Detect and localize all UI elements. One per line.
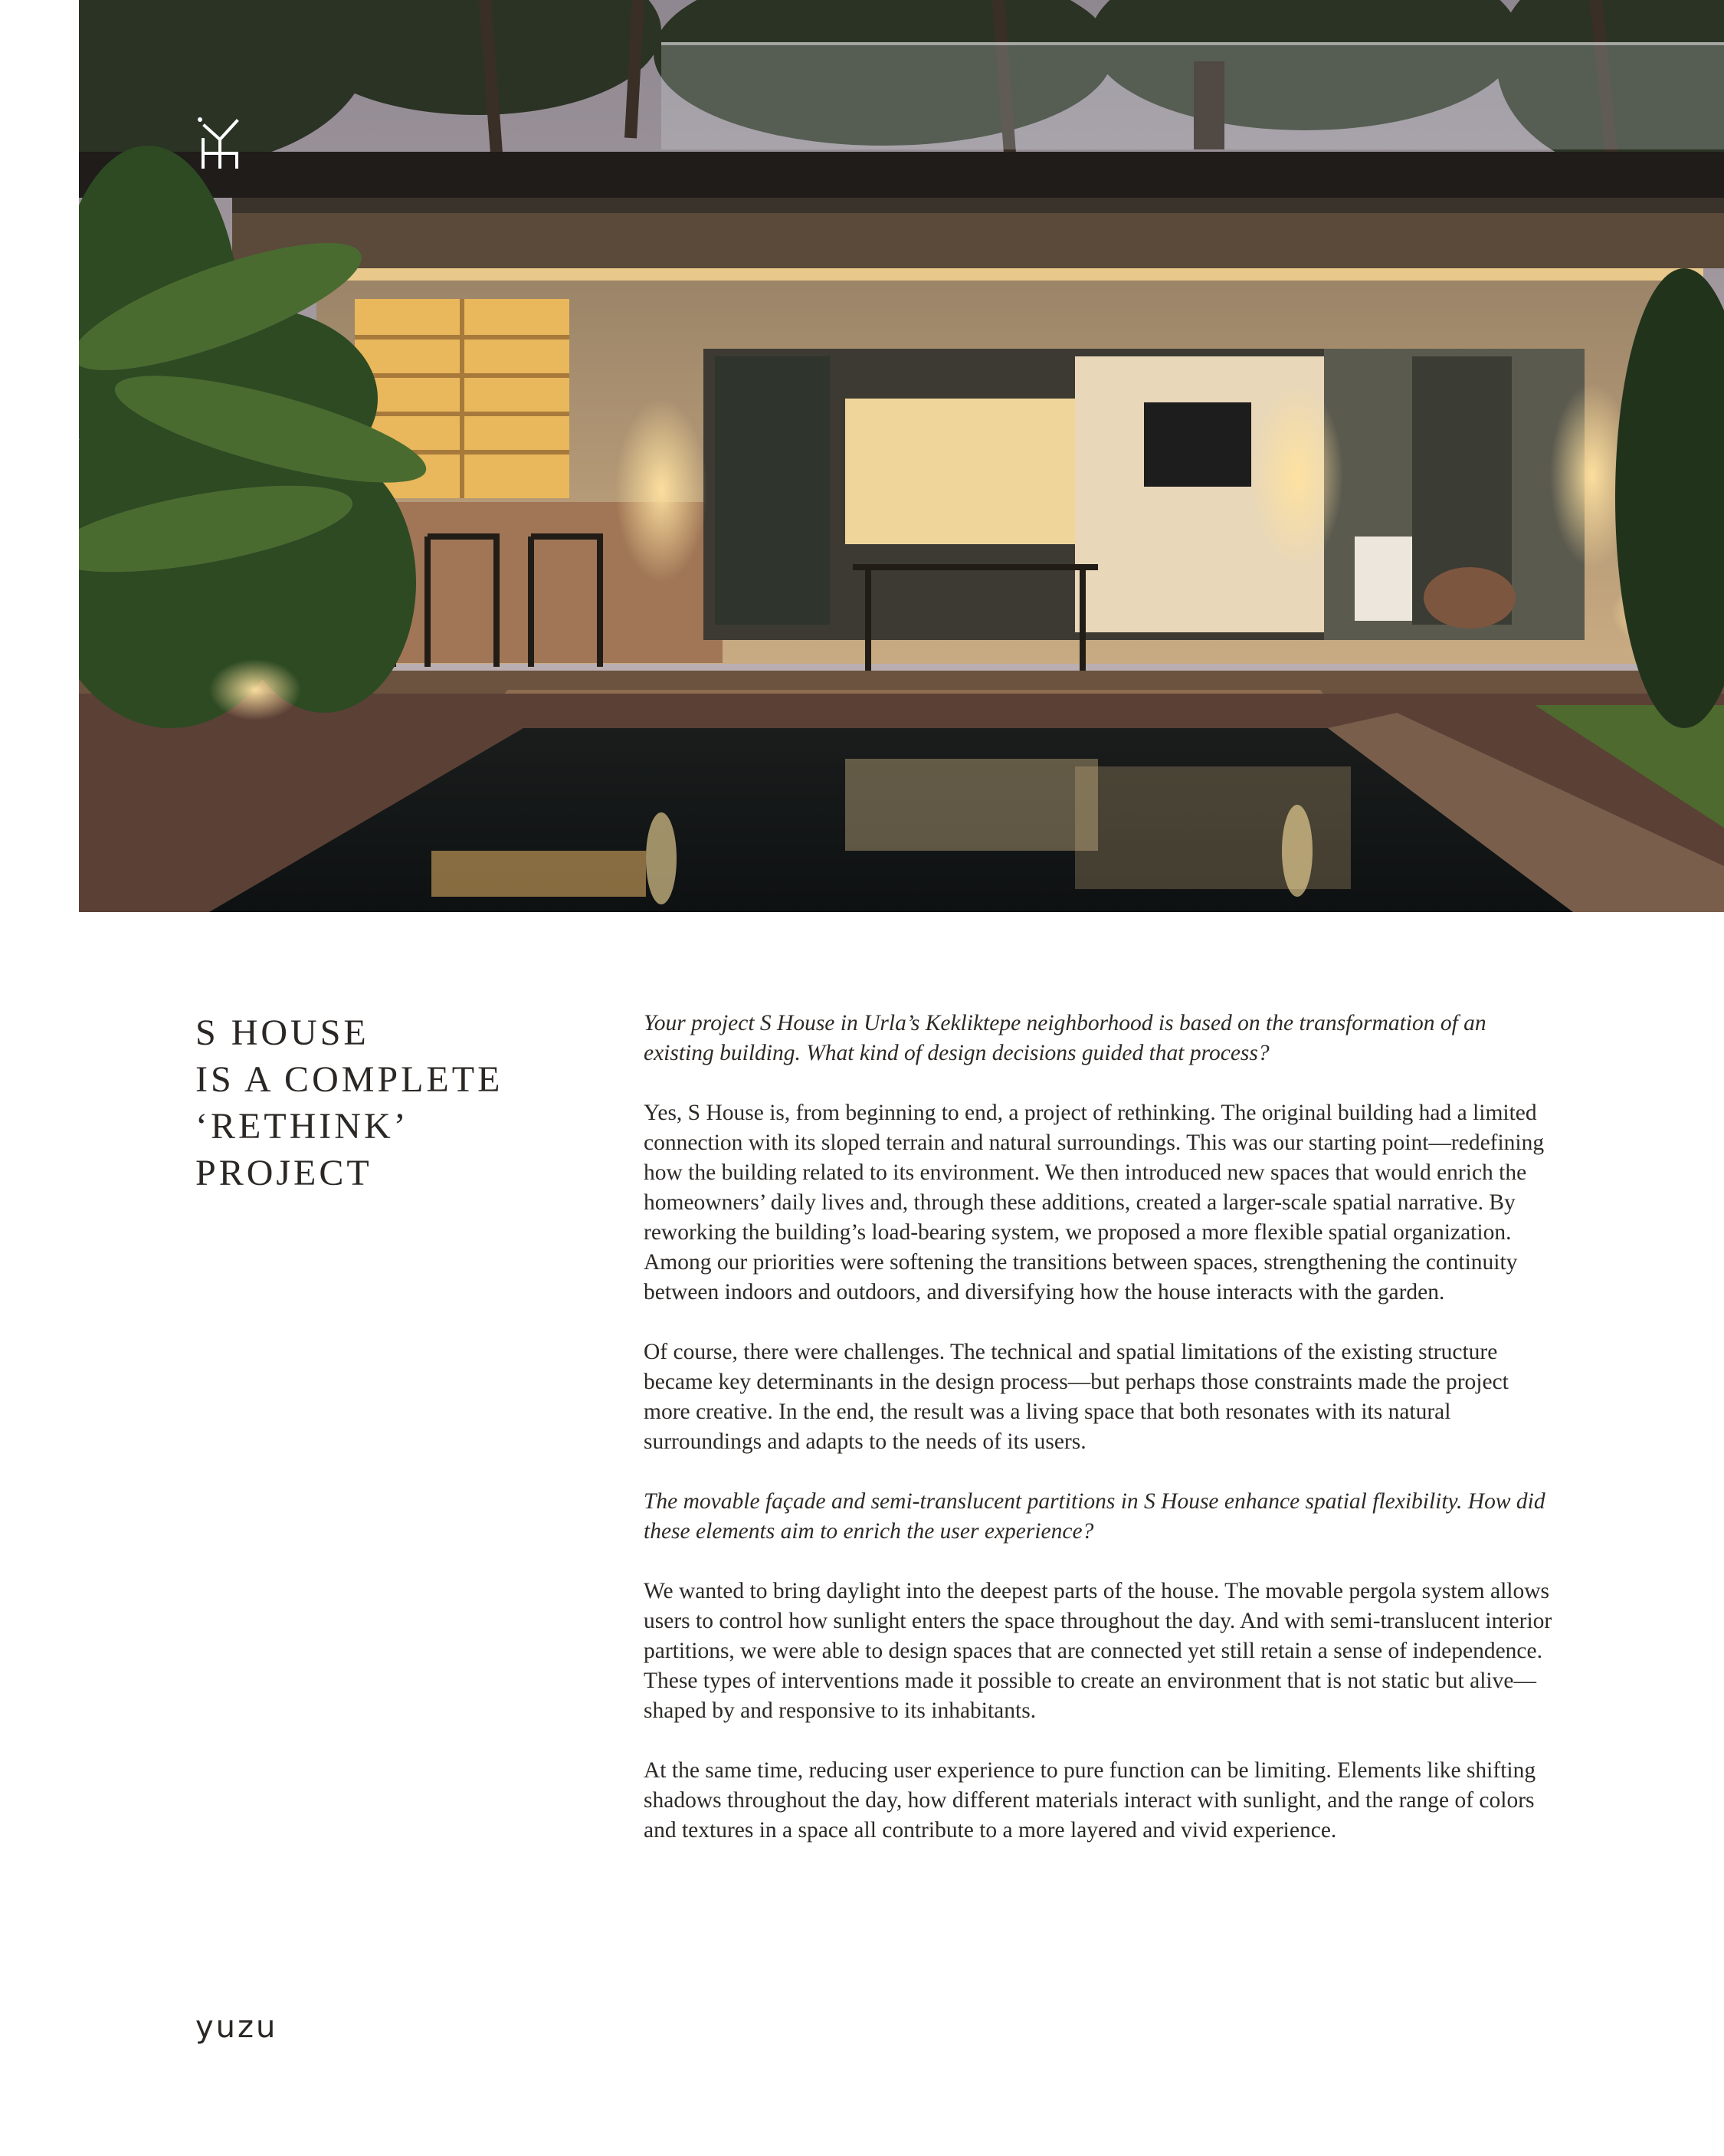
interview-question: The movable façade and semi-translucent partitions in S House enhance spatial flexibility. How did these elements aim to enrich the user experience? (644, 1489, 1545, 1544)
headline-line: S HOUSE (195, 1012, 369, 1053)
brand-mark-icon (195, 116, 244, 169)
headline-line: IS A COMPLETE (195, 1059, 503, 1100)
hero-photo (79, 0, 1724, 912)
interview-answer: We wanted to bring daylight into the deepest parts of the house. The movable pergola system allows users to control how sunlight enters the space throughout the day. And with semi-translucent interior partitions, we were able to design spaces that are connected yet still retain a sense of independence. These types of interventions made it possible to create an environment that is not static but alive—shaped by and responsive to its inhabitants. (644, 1579, 1552, 1723)
headline-line: PROJECT (195, 1153, 372, 1193)
article-body (644, 1009, 1555, 1875)
headline (195, 1009, 548, 1196)
interview-answer: Of course, there were challenges. The technical and spatial limitations of the existing structure became key determinants in the design process—but perhaps those constraints made the project more creative. In the end, the result was a living space that both resonates with its natural surroundings and adapts to the needs of its users. (644, 1340, 1509, 1454)
headline-line: ‘RETHINK’ (195, 1106, 409, 1147)
footer-logo: yuzu (195, 2010, 278, 2045)
interview-question: Your project S House in Urla’s Kekliktepe neighborhood is based on the transformation of an existing building. What kind of design decisions guided that process? (644, 1011, 1486, 1065)
interview-answer: Yes, S House is, from beginning to end, a project of rethinking. The original building had a limited connection with its sloped terrain and natural surroundings. This was our starting point—redefining how the building related to its environment. We then introduced new spaces that would enrich the homeowners’ daily lives and, through these additions, created a larger-scale spatial narrative. By reworking the building’s load-bearing system, we proposed a more flexible spatial organization. Among our priorities were softening the transitions between spaces, strengthening the continuity between indoors and outdoors, and diversifying how the house interacts with the garden. (644, 1101, 1545, 1304)
interview-answer: At the same time, reducing user experience to pure function can be limiting. Elements like shifting shadows throughout the day, how different materials interact with sunlight, and the range of colors and textures in a space all contribute to a more layered and vivid experience. (644, 1758, 1536, 1843)
